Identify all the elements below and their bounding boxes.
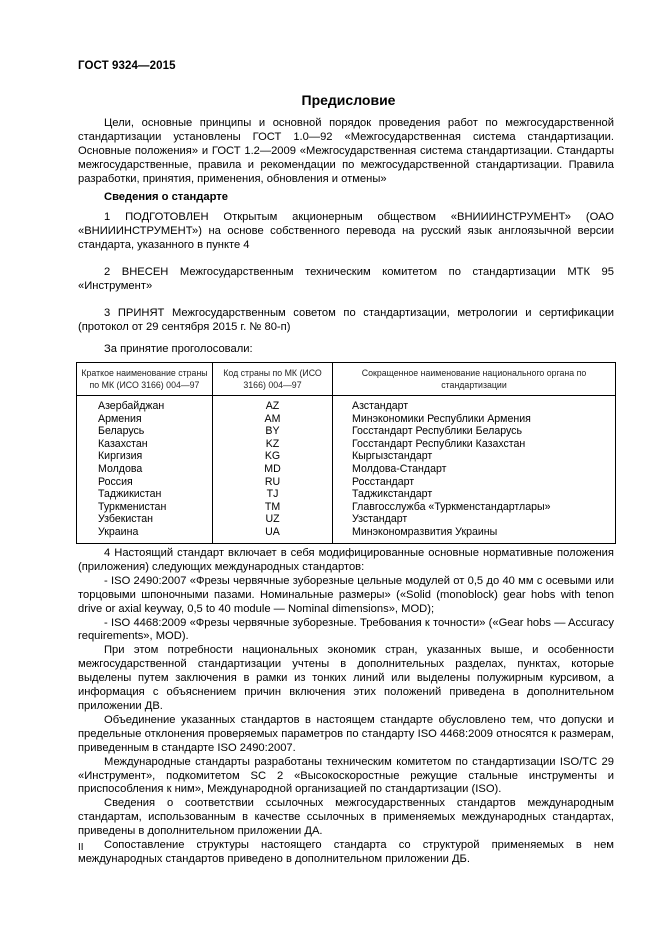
code-cell: UA: [213, 526, 333, 543]
item-3-text: 3 ПРИНЯТ Межгосударственным советом по стандартизации, метрологии и сертификации (протокол от 29 сентября 2015 г. № 80-п): [78, 307, 614, 333]
national-body-cell: Молдова-Стандарт: [333, 463, 616, 476]
item-1: [78, 211, 614, 253]
table-row: [77, 501, 616, 514]
intro-paragraph: [78, 117, 614, 187]
national-body-cell: Минэкономразвития Украины: [333, 526, 616, 543]
national-body-cell: Кыргызстандарт: [333, 450, 616, 463]
country-cell: Узбекистан: [77, 513, 213, 526]
item-2-text: 2 ВНЕСЕН Межгосударственным техническим комитетом по стандартизации МТК 95 «Инструмент»: [78, 266, 614, 292]
national-body-cell: Таджикстандарт: [333, 488, 616, 501]
table-row: [77, 488, 616, 501]
item-4-lead: 4 Настоящий стандарт включает в себя модифицированные основные нормативные положения (приложения) следующих международных стандартов:: [78, 547, 614, 573]
table-row: [77, 425, 616, 438]
national-body-cell: Главгосслужба «Туркменстандартлары»: [333, 501, 616, 514]
country-cell: Казахстан: [77, 438, 213, 451]
code-cell: TJ: [213, 488, 333, 501]
vote-intro-text: За принятие проголосовали:: [104, 343, 253, 355]
page-title: [0, 92, 661, 108]
table-row: [77, 526, 616, 543]
intro-text: Цели, основные принципы и основной порядок проведения работ по межгосударственной стандартизации установлены ГОСТ 1.0—92 «Межгосударственная система стандартизации. Основные положения» и ГОСТ 1.2—2009 «Межгосударственная система стандартизации. Стандарты межгосударственные, правила и рекомендации по межгосударственной стандартизации. Правила разработки, принятия, применения, обновления и отмены»: [78, 117, 614, 185]
page-number: II: [78, 842, 84, 853]
iso-4468-reference: - ISO 4468:2009 «Фрезы червячные зуборезные. Требования к точности» («Gear hobs — Accuracy requirements», MOD).: [78, 616, 614, 643]
national-body-cell: Узстандарт: [333, 513, 616, 526]
column-header-country: Краткое наименование страны по МК (ИСО 3166) 004—97: [77, 363, 213, 396]
national-needs-paragraph: При этом потребности национальных экономик стран, указанных выше, и особенности межгосударственной стандартизации учтены в дополнительных разделах, пунктах, которые выделены путем заключения в рамки из тонких линий или выделены полужирным курсивом, а информация с объяснением причин включения этих положений приведена в дополнительном приложении ДВ.: [78, 644, 614, 712]
country-cell: Азербайджан: [77, 396, 213, 413]
country-cell: Молдова: [77, 463, 213, 476]
iso-committee-paragraph: Международные стандарты разработаны техническим комитетом по стандартизации ISO/TC 29 «Инструмент», подкомитетом SC 2 «Высокоскоростные режущие стальные инструменты и приспособления к ним», Международной организацией по стандартизации (ISO).: [78, 755, 614, 796]
national-body-cell: Минэкономики Республики Армения: [333, 413, 616, 426]
country-cell: Туркменистан: [77, 501, 213, 514]
code-cell: BY: [213, 425, 333, 438]
item-4: [78, 547, 614, 867]
country-cell: Беларусь: [77, 425, 213, 438]
document-id: ГОСТ 9324—2015: [78, 60, 176, 72]
combination-paragraph: Объединение указанных стандартов в настоящем стандарте обусловлено тем, что допуски и предельные отклонения проверяемых параметров по стандарту ISO 4468:2009 относятся к размерам, приведенным в стандарте ISO 2490:2007.: [78, 713, 614, 754]
code-cell: AM: [213, 413, 333, 426]
national-body-cell: Госстандарт Республики Казахстан: [333, 438, 616, 451]
code-cell: KZ: [213, 438, 333, 451]
vote-intro: [78, 343, 614, 357]
section-heading: Сведения о стандарте: [104, 191, 228, 203]
country-cell: Украина: [77, 526, 213, 543]
code-cell: RU: [213, 476, 333, 489]
iso-2490-reference: - ISO 2490:2007 «Фрезы червячные зуборезные цельные модулей от 0,5 до 40 мм с осевыми или торцовыми шпоночными пазами. Номинальные размеры» («Solid (monoblock) gear hobs with tenon drive or axial keyway, 0,5 to 40 module — Nominal dimensions», MOD);: [78, 574, 614, 615]
table-row: [77, 450, 616, 463]
country-cell: Россия: [77, 476, 213, 489]
national-body-cell: Азстандарт: [333, 396, 616, 413]
national-body-cell: Росстандарт: [333, 476, 616, 489]
page-title-text: Предисловие: [301, 92, 396, 108]
table-row: [77, 513, 616, 526]
voting-table: [76, 362, 616, 544]
column-header-code: Код страны по МК (ИСО 3166) 004—97: [213, 363, 333, 396]
table-header-row: [77, 363, 616, 396]
item-1-text: 1 ПОДГОТОВЛЕН Открытым акционерным обществом «ВНИИИНСТРУМЕНТ» (ОАО «ВНИИИНСТРУМЕНТ») на основе собственного перевода на русский язык англоязычной версии стандарта, указанного в пункте 4: [78, 211, 614, 251]
structure-comparison-paragraph: Сопоставление структуры настоящего стандарта со структурой применяемых в нем международных стандартов приведено в дополнительном приложении ДБ.: [78, 839, 614, 865]
item-2: [78, 266, 614, 294]
country-cell: Киргизия: [77, 450, 213, 463]
table-row: [77, 396, 616, 413]
table-row: [77, 438, 616, 451]
national-body-cell: Госстандарт Республики Беларусь: [333, 425, 616, 438]
code-cell: UZ: [213, 513, 333, 526]
table-row: [77, 413, 616, 426]
code-cell: MD: [213, 463, 333, 476]
country-cell: Армения: [77, 413, 213, 426]
item-3: [78, 307, 614, 335]
country-cell: Таджикистан: [77, 488, 213, 501]
reference-correspondence-paragraph: Сведения о соответствии ссылочных межгосударственных стандартов международным стандартам, использованным в качестве ссылочных в применяемых международных стандартах, приведены в дополнительном приложении ДА.: [78, 797, 614, 838]
code-cell: KG: [213, 450, 333, 463]
code-cell: AZ: [213, 396, 333, 413]
table-row: [77, 463, 616, 476]
code-cell: TM: [213, 501, 333, 514]
column-header-national-body: Сокращенное наименование национального органа по стандартизации: [333, 363, 616, 396]
table-row: [77, 476, 616, 489]
